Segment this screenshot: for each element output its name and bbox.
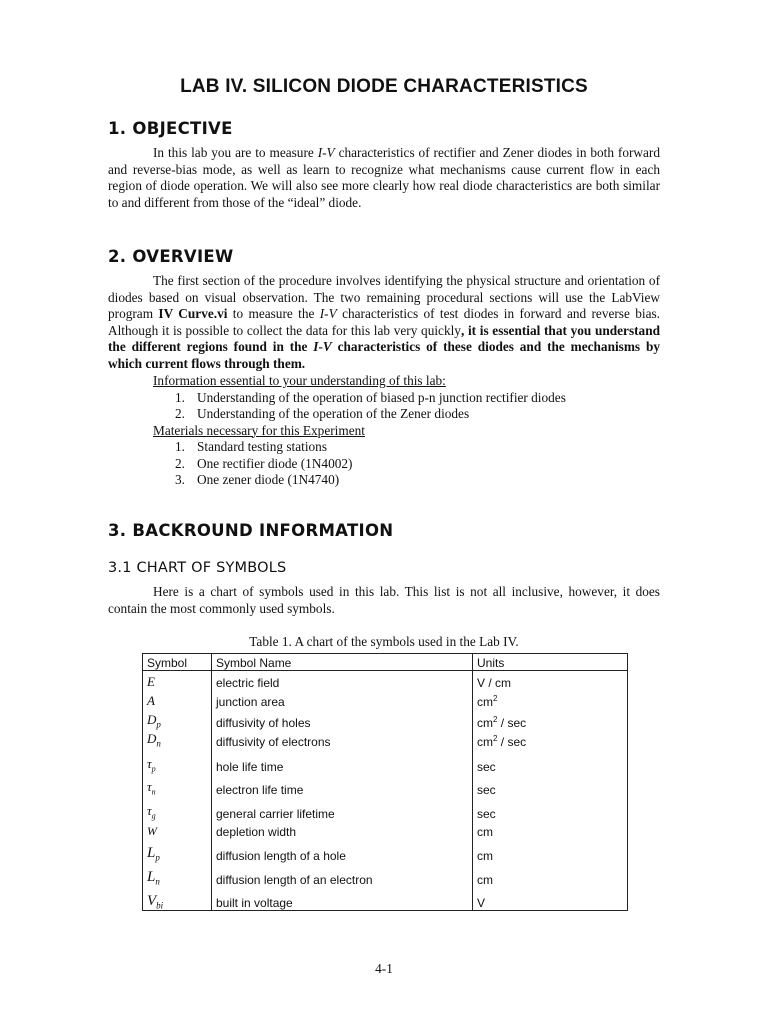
list-item: 1. Standard testing stations bbox=[175, 439, 328, 454]
overview-bold-2: characteristics of these diodes and the mechanisms by which current flows through them. bbox=[108, 339, 660, 371]
name-cell: depletion width bbox=[212, 821, 473, 839]
page-number: 4-1 bbox=[375, 961, 393, 976]
unit-cell: cm bbox=[473, 839, 628, 863]
list-item: 2. Understanding of the operation of the Zener diodes bbox=[175, 406, 470, 421]
symbol-cell: W bbox=[143, 821, 212, 839]
symbol-cell: $\tau_n$ bbox=[143, 774, 212, 797]
unit-cell: sec bbox=[473, 797, 628, 821]
info-list bbox=[153, 390, 566, 423]
background-heading: 3. BACKROUND INFORMATION bbox=[108, 521, 394, 540]
table-row bbox=[143, 797, 628, 821]
name-cell: diffusivity of holes bbox=[212, 709, 473, 730]
background-paragraph bbox=[108, 584, 660, 617]
list-item: 2. One rectifier diode (1N4002) bbox=[175, 455, 353, 471]
table-row bbox=[143, 749, 628, 774]
symbol-cell: $L_n$ bbox=[143, 863, 212, 887]
name-cell: electron life time bbox=[212, 774, 473, 797]
name-cell: general carrier lifetime bbox=[212, 797, 473, 821]
name-cell: diffusion length of a hole bbox=[212, 839, 473, 863]
info-list-block bbox=[153, 373, 566, 489]
materials-list bbox=[153, 439, 566, 489]
table-row bbox=[143, 690, 628, 709]
symbol-cell: $\tau_p$ bbox=[143, 749, 212, 774]
page-title: LAB IV. SILICON DIODE CHARACTERISTICS bbox=[180, 76, 588, 97]
symbol-cell: A bbox=[143, 690, 212, 709]
table-row bbox=[143, 709, 628, 730]
symbol-cell: $V_{bi}$ bbox=[143, 887, 212, 911]
name-cell: diffusion length of an electron bbox=[212, 863, 473, 887]
materials-heading: Materials necessary for this Experiment bbox=[153, 422, 365, 438]
background-text: Here is a chart of symbols used in this lab. This list is not all inclusive, however, it does contain the most commonly used symbols. bbox=[108, 584, 660, 616]
unit-cell: $cm^2$ / sec bbox=[473, 730, 628, 749]
unit-cell: $cm^2$ bbox=[473, 690, 628, 709]
header-symbol-name: Symbol Name bbox=[212, 654, 473, 671]
objective-text-post: characteristics of rectifier and Zener diodes in both forward and reverse-bias mode, as well as learn to recognize what mechanisms cause current flow in each region of diode operation. We will also see more clearly how real diode characteristics are both similar to and different from those of the “ideal” diode. bbox=[108, 145, 661, 210]
overview-bold-iv: I-V bbox=[313, 339, 332, 354]
table-row bbox=[143, 730, 628, 749]
name-cell: hole life time bbox=[212, 749, 473, 774]
table-row bbox=[143, 671, 628, 690]
overview-heading: 2. OVERVIEW bbox=[108, 247, 234, 266]
overview-text-1: The first section of the procedure involves identifying the physical structure and orientation of diodes based on visual observation. The two remaining procedural sections will use the LabView program bbox=[108, 273, 660, 321]
overview-text-3: characteristics of test diodes in forward and reverse bias. Although it is possible to collect the data for this lab very quickly bbox=[108, 306, 660, 338]
symbol-cell: $\tau_g$ bbox=[143, 797, 212, 821]
table-caption: Table 1. A chart of the symbols used in the Lab IV. bbox=[249, 634, 519, 649]
unit-cell: cm bbox=[473, 821, 628, 839]
name-cell: diffusivity of electrons bbox=[212, 730, 473, 749]
symbol-cell: E bbox=[143, 671, 212, 690]
table-row bbox=[143, 863, 628, 887]
name-cell: built in voltage bbox=[212, 887, 473, 911]
unit-cell: V / cm bbox=[473, 671, 628, 690]
program-name: IV Curve.vi bbox=[158, 306, 228, 321]
overview-bold-1: , it is essential that you understand the different regions found in the bbox=[108, 322, 660, 354]
list-item: 3. One zener diode (1N4740) bbox=[175, 472, 340, 487]
chart-of-symbols-heading: 3.1 CHART OF SYMBOLS bbox=[108, 560, 287, 576]
overview-iv: I-V bbox=[319, 306, 337, 321]
unit-cell: sec bbox=[473, 774, 628, 797]
objective-heading: 1. OBJECTIVE bbox=[108, 119, 233, 138]
symbols-table bbox=[142, 653, 628, 911]
list-item: 1. Understanding of the operation of biased p-n junction rectifier diodes bbox=[175, 389, 566, 405]
name-cell: electric field bbox=[212, 671, 473, 690]
table-header-row bbox=[143, 654, 628, 671]
name-cell: junction area bbox=[212, 690, 473, 709]
table-row bbox=[143, 821, 628, 839]
symbol-cell: $D_p$ bbox=[143, 709, 212, 730]
header-symbol: Symbol bbox=[143, 654, 212, 671]
unit-cell: $cm^2$ / sec bbox=[473, 709, 628, 730]
objective-paragraph bbox=[108, 145, 660, 211]
unit-cell: cm bbox=[473, 863, 628, 887]
overview-paragraph bbox=[108, 273, 660, 372]
objective-iv: I-V bbox=[317, 145, 335, 160]
unit-cell: V bbox=[473, 887, 628, 911]
symbol-cell: $L_p$ bbox=[143, 839, 212, 863]
table-row bbox=[143, 774, 628, 797]
table-row bbox=[143, 887, 628, 911]
unit-cell: sec bbox=[473, 749, 628, 774]
header-units: Units bbox=[473, 654, 628, 671]
objective-text-pre: In this lab you are to measure bbox=[153, 145, 318, 160]
info-heading: Information essential to your understanding of this lab: bbox=[153, 373, 446, 388]
overview-text-2: to measure the bbox=[227, 306, 320, 321]
table-row bbox=[143, 839, 628, 863]
symbol-cell: $D_n$ bbox=[143, 730, 212, 749]
